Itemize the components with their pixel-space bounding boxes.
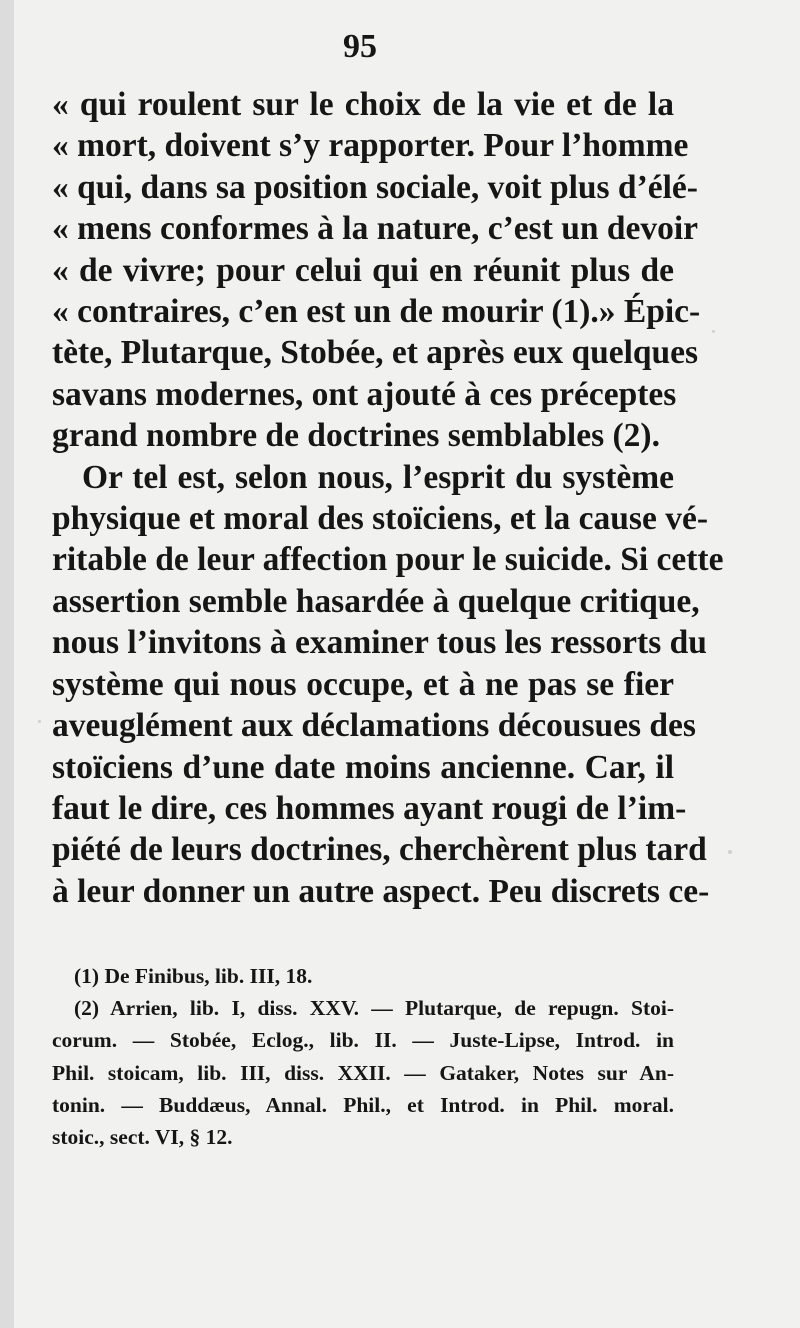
page-gutter-shadow — [0, 0, 14, 1328]
body-line: stoïciens d’une date moins ancienne. Car, il — [52, 748, 674, 786]
body-line: savans modernes, ont ajouté à ces préceptes — [52, 375, 677, 413]
body-line: aveuglément aux déclamations décousues des — [52, 707, 696, 745]
body-line: à leur donner un autre aspect. Peu discrets ce- — [52, 872, 710, 910]
footnote-2-continued: Phil. stoicam, lib. III, diss. XXII. — Gataker, Notes sur An- — [52, 1060, 674, 1085]
body-line: « mens conformes à la nature, c’est un devoir — [52, 210, 699, 248]
body-line-paragraph-start: Or tel est, selon nous, l’esprit du système — [82, 458, 674, 496]
body-line: ritable de leur affection pour le suicide. Si cette — [52, 541, 724, 579]
footnote-1: (1) De Finibus, lib. III, 18. — [74, 964, 313, 988]
body-line: « qui, dans sa position sociale, voit plus d’élé- — [52, 168, 698, 206]
body-text — [52, 84, 724, 912]
paper-speck — [712, 330, 715, 333]
body-line: « mort, doivent s’y rapporter. Pour l’homme — [52, 127, 689, 165]
paper-speck — [728, 850, 732, 854]
footnote-2: (2) Arrien, lib. I, diss. XXV. — Plutarque, de repugn. Stoi- — [74, 996, 674, 1021]
footnote-2-continued: tonin. — Buddæus, Annal. Phil., et Introd. in Phil. moral. — [52, 1092, 674, 1117]
body-line: tète, Plutarque, Stobée, et après eux quelques — [52, 334, 699, 372]
body-line: système qui nous occupe, et à ne pas se fier — [52, 665, 674, 703]
body-line: physique et moral des stoïciens, et la cause vé- — [52, 500, 708, 538]
paper-speck — [38, 720, 41, 723]
body-line: « contraires, c’en est un de mourir (1).» Épic- — [52, 293, 701, 331]
body-line: « qui roulent sur le choix de la vie et de la — [52, 86, 674, 123]
body-line: « de vivre; pour celui qui en réunit plus de — [52, 251, 674, 289]
body-line: piété de leurs doctrines, cherchèrent plus tard — [52, 831, 707, 869]
body-line: assertion semble hasardée à quelque critique, — [52, 582, 700, 620]
body-line: faut le dire, ces hommes ayant rougi de l’im- — [52, 789, 687, 827]
footnotes — [52, 960, 674, 1153]
body-line: nous l’invitons à examiner tous les ressorts du — [52, 624, 707, 662]
footnote-2-continued: corum. — Stobée, Eclog., lib. II. — Juste-Lipse, Introd. in — [52, 1028, 674, 1053]
page-number: 95 — [343, 28, 377, 65]
footnote-2-continued: stoic., sect. VI, § 12. — [52, 1125, 233, 1150]
body-line-paragraph-end: grand nombre de doctrines semblables (2). — [52, 417, 660, 455]
